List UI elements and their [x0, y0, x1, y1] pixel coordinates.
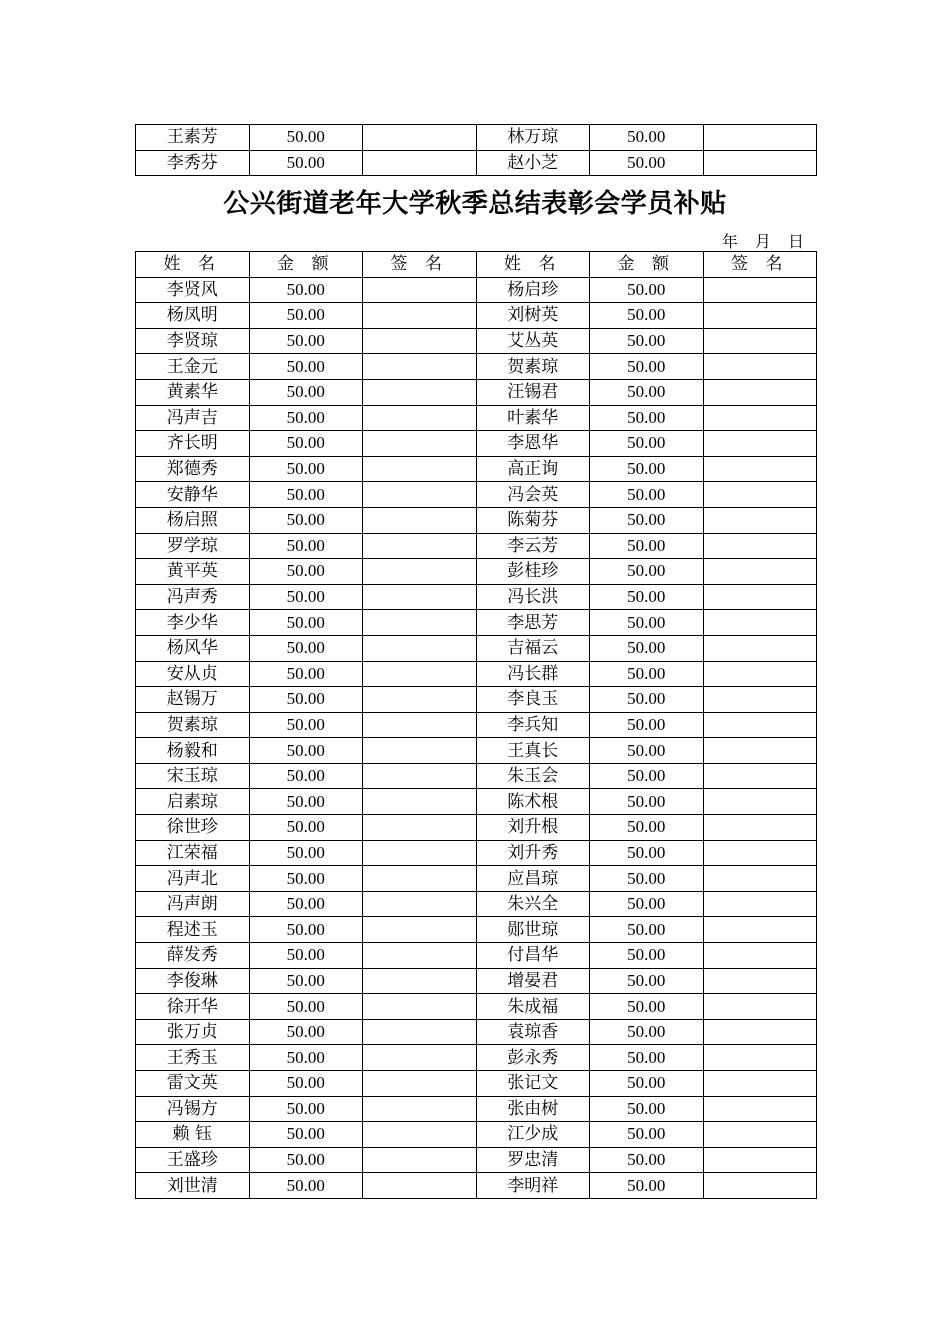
amount-cell: 50.00 — [590, 1045, 704, 1071]
signature-cell[interactable] — [363, 866, 477, 892]
amount-cell: 50.00 — [249, 328, 363, 354]
table-row — [136, 379, 817, 405]
table-row — [136, 866, 817, 892]
name-cell: 赖 钰 — [136, 1122, 250, 1148]
signature-cell[interactable] — [703, 482, 817, 508]
name-cell: 杨毅和 — [136, 738, 250, 764]
amount-cell: 50.00 — [249, 687, 363, 713]
signature-cell[interactable] — [363, 1147, 477, 1173]
name-cell: 江荣福 — [136, 840, 250, 866]
name-cell: 冯声秀 — [136, 584, 250, 610]
signature-cell[interactable] — [703, 1019, 817, 1045]
amount-cell: 50.00 — [590, 405, 704, 431]
table-row — [136, 1147, 817, 1173]
amount-cell: 50.00 — [590, 482, 704, 508]
amount-cell: 50.00 — [249, 507, 363, 533]
amount-cell: 50.00 — [249, 125, 363, 151]
table-row — [136, 712, 817, 738]
signature-cell[interactable] — [703, 1147, 817, 1173]
header-amount-1: 金 额 — [249, 252, 363, 278]
name-cell: 黄素华 — [136, 379, 250, 405]
signature-cell[interactable] — [703, 866, 817, 892]
signature-cell[interactable] — [703, 610, 817, 636]
table-row — [136, 635, 817, 661]
amount-cell: 50.00 — [590, 866, 704, 892]
signature-cell[interactable] — [703, 354, 817, 380]
table-row — [136, 456, 817, 482]
signature-cell[interactable] — [703, 1173, 817, 1199]
signature-cell[interactable] — [703, 125, 817, 151]
table-row — [136, 968, 817, 994]
name-cell: 安从贞 — [136, 661, 250, 687]
table-row — [136, 610, 817, 636]
amount-cell: 50.00 — [590, 584, 704, 610]
table-row — [136, 354, 817, 380]
amount-cell: 50.00 — [249, 482, 363, 508]
signature-cell[interactable] — [363, 354, 477, 380]
amount-cell: 50.00 — [249, 405, 363, 431]
signature-cell[interactable] — [703, 763, 817, 789]
name-cell: 赵锡万 — [136, 687, 250, 713]
table-header-row — [136, 252, 817, 278]
name-cell: 叶素华 — [476, 405, 590, 431]
table-row — [136, 303, 817, 329]
name-cell: 冯声吉 — [136, 405, 250, 431]
amount-cell: 50.00 — [590, 635, 704, 661]
header-amount-2: 金 额 — [590, 252, 704, 278]
amount-cell: 50.00 — [590, 661, 704, 687]
signature-cell[interactable] — [363, 943, 477, 969]
signature-cell[interactable] — [703, 891, 817, 917]
signature-cell[interactable] — [363, 763, 477, 789]
table-row — [136, 1019, 817, 1045]
amount-cell: 50.00 — [249, 303, 363, 329]
amount-cell: 50.00 — [590, 379, 704, 405]
signature-cell[interactable] — [363, 610, 477, 636]
signature-cell[interactable] — [363, 712, 477, 738]
signature-cell[interactable] — [363, 661, 477, 687]
signature-cell[interactable] — [363, 789, 477, 815]
name-cell: 王真长 — [476, 738, 590, 764]
table-row — [136, 763, 817, 789]
signature-cell[interactable] — [703, 1122, 817, 1148]
table-row — [136, 661, 817, 687]
amount-cell: 50.00 — [249, 994, 363, 1020]
name-cell: 启素琼 — [136, 789, 250, 815]
name-cell: 刘世清 — [136, 1173, 250, 1199]
signature-cell[interactable] — [703, 456, 817, 482]
name-cell: 刘升秀 — [476, 840, 590, 866]
signature-cell[interactable] — [363, 125, 477, 151]
amount-cell: 50.00 — [590, 789, 704, 815]
signature-cell[interactable] — [363, 994, 477, 1020]
amount-cell: 50.00 — [590, 1147, 704, 1173]
amount-cell: 50.00 — [249, 354, 363, 380]
amount-cell: 50.00 — [590, 559, 704, 585]
table-row — [136, 1045, 817, 1071]
signature-cell[interactable] — [703, 303, 817, 329]
name-cell: 李思芳 — [476, 610, 590, 636]
signature-cell[interactable] — [363, 1122, 477, 1148]
name-cell: 杨风华 — [136, 635, 250, 661]
signature-cell[interactable] — [703, 712, 817, 738]
name-cell: 艾丛英 — [476, 328, 590, 354]
table-row — [136, 1122, 817, 1148]
name-cell: 贺素琼 — [136, 712, 250, 738]
signature-cell[interactable] — [363, 559, 477, 585]
amount-cell: 50.00 — [590, 738, 704, 764]
name-cell: 付昌华 — [476, 943, 590, 969]
signature-cell[interactable] — [363, 1019, 477, 1045]
amount-cell: 50.00 — [249, 866, 363, 892]
name-cell: 张记文 — [476, 1071, 590, 1097]
header-name-1: 姓 名 — [136, 252, 250, 278]
amount-cell: 50.00 — [249, 379, 363, 405]
table-row — [136, 584, 817, 610]
amount-cell: 50.00 — [249, 712, 363, 738]
top-continuation-table — [135, 124, 817, 176]
name-cell: 林万琼 — [476, 125, 590, 151]
name-cell: 王秀玉 — [136, 1045, 250, 1071]
table-row — [136, 1096, 817, 1122]
table-row — [136, 405, 817, 431]
amount-cell: 50.00 — [249, 968, 363, 994]
name-cell: 彭永秀 — [476, 1045, 590, 1071]
signature-cell[interactable] — [703, 661, 817, 687]
name-cell: 程述玉 — [136, 917, 250, 943]
signature-cell[interactable] — [703, 1045, 817, 1071]
name-cell: 杨启照 — [136, 507, 250, 533]
table-row — [136, 150, 817, 176]
signature-cell[interactable] — [703, 559, 817, 585]
signature-cell[interactable] — [363, 328, 477, 354]
signature-cell[interactable] — [363, 968, 477, 994]
signature-cell[interactable] — [703, 533, 817, 559]
name-cell: 罗忠清 — [476, 1147, 590, 1173]
header-signature-2: 签 名 — [703, 252, 817, 278]
signature-cell[interactable] — [703, 328, 817, 354]
amount-cell: 50.00 — [249, 763, 363, 789]
subsidy-table — [135, 251, 817, 1199]
table-row — [136, 1173, 817, 1199]
table-row — [136, 277, 817, 303]
amount-cell: 50.00 — [249, 533, 363, 559]
name-cell: 王盛珍 — [136, 1147, 250, 1173]
name-cell: 李良玉 — [476, 687, 590, 713]
header-signature-1: 签 名 — [363, 252, 477, 278]
name-cell: 冯长群 — [476, 661, 590, 687]
signature-cell[interactable] — [703, 789, 817, 815]
amount-cell: 50.00 — [590, 1071, 704, 1097]
signature-cell[interactable] — [703, 815, 817, 841]
amount-cell: 50.00 — [590, 456, 704, 482]
name-cell: 雷文英 — [136, 1071, 250, 1097]
amount-cell: 50.00 — [249, 431, 363, 457]
signature-cell[interactable] — [703, 687, 817, 713]
signature-cell[interactable] — [363, 507, 477, 533]
signature-cell[interactable] — [363, 815, 477, 841]
table-row — [136, 328, 817, 354]
amount-cell: 50.00 — [590, 354, 704, 380]
name-cell: 冯长洪 — [476, 584, 590, 610]
signature-cell[interactable] — [363, 533, 477, 559]
signature-cell[interactable] — [703, 379, 817, 405]
name-cell: 刘升根 — [476, 815, 590, 841]
date-line: 年 月 日 — [721, 232, 810, 251]
signature-cell[interactable] — [363, 303, 477, 329]
signature-cell[interactable] — [703, 840, 817, 866]
name-cell: 王金元 — [136, 354, 250, 380]
table-row — [136, 533, 817, 559]
amount-cell: 50.00 — [590, 840, 704, 866]
signature-cell[interactable] — [363, 584, 477, 610]
amount-cell: 50.00 — [249, 1173, 363, 1199]
signature-cell[interactable] — [703, 431, 817, 457]
name-cell: 冯声北 — [136, 866, 250, 892]
signature-cell[interactable] — [703, 277, 817, 303]
signature-cell[interactable] — [363, 456, 477, 482]
amount-cell: 50.00 — [590, 150, 704, 176]
name-cell: 郧世琼 — [476, 917, 590, 943]
table-row — [136, 507, 817, 533]
amount-cell: 50.00 — [249, 1019, 363, 1045]
table-row — [136, 815, 817, 841]
signature-cell[interactable] — [363, 1173, 477, 1199]
signature-cell[interactable] — [363, 635, 477, 661]
amount-cell: 50.00 — [590, 610, 704, 636]
name-cell: 李贤琼 — [136, 328, 250, 354]
name-cell: 朱兴全 — [476, 891, 590, 917]
amount-cell: 50.00 — [249, 1045, 363, 1071]
signature-cell[interactable] — [363, 405, 477, 431]
table-row — [136, 943, 817, 969]
table-row — [136, 687, 817, 713]
signature-cell[interactable] — [363, 482, 477, 508]
name-cell: 安静华 — [136, 482, 250, 508]
signature-cell[interactable] — [703, 917, 817, 943]
table-row — [136, 482, 817, 508]
name-cell: 徐开华 — [136, 994, 250, 1020]
amount-cell: 50.00 — [590, 687, 704, 713]
amount-cell: 50.00 — [249, 456, 363, 482]
name-cell: 李明祥 — [476, 1173, 590, 1199]
signature-cell[interactable] — [363, 431, 477, 457]
amount-cell: 50.00 — [590, 1096, 704, 1122]
amount-cell: 50.00 — [590, 431, 704, 457]
signature-cell[interactable] — [703, 1071, 817, 1097]
amount-cell: 50.00 — [590, 125, 704, 151]
signature-cell[interactable] — [703, 507, 817, 533]
signature-cell[interactable] — [363, 891, 477, 917]
name-cell: 冯会英 — [476, 482, 590, 508]
signature-cell[interactable] — [363, 840, 477, 866]
signature-cell[interactable] — [703, 1096, 817, 1122]
amount-cell: 50.00 — [590, 533, 704, 559]
amount-cell: 50.00 — [249, 1071, 363, 1097]
signature-cell[interactable] — [703, 150, 817, 176]
name-cell: 赵小芝 — [476, 150, 590, 176]
table-row — [136, 738, 817, 764]
name-cell: 黄平英 — [136, 559, 250, 585]
amount-cell: 50.00 — [590, 943, 704, 969]
amount-cell: 50.00 — [590, 891, 704, 917]
amount-cell: 50.00 — [249, 635, 363, 661]
amount-cell: 50.00 — [590, 815, 704, 841]
name-cell: 李贤风 — [136, 277, 250, 303]
table-row — [136, 125, 817, 151]
amount-cell: 50.00 — [590, 712, 704, 738]
name-cell: 李秀芬 — [136, 150, 250, 176]
name-cell: 薛发秀 — [136, 943, 250, 969]
table-row — [136, 559, 817, 585]
table-row — [136, 994, 817, 1020]
signature-cell[interactable] — [703, 943, 817, 969]
amount-cell: 50.00 — [249, 815, 363, 841]
amount-cell: 50.00 — [249, 610, 363, 636]
table-row — [136, 891, 817, 917]
signature-cell[interactable] — [703, 635, 817, 661]
amount-cell: 50.00 — [249, 738, 363, 764]
amount-cell: 50.00 — [249, 1122, 363, 1148]
amount-cell: 50.00 — [249, 1147, 363, 1173]
amount-cell: 50.00 — [249, 661, 363, 687]
name-cell: 李云芳 — [476, 533, 590, 559]
amount-cell: 50.00 — [590, 277, 704, 303]
amount-cell: 50.00 — [590, 917, 704, 943]
signature-cell[interactable] — [363, 379, 477, 405]
amount-cell: 50.00 — [249, 1096, 363, 1122]
amount-cell: 50.00 — [249, 789, 363, 815]
amount-cell: 50.00 — [590, 763, 704, 789]
name-cell: 李恩华 — [476, 431, 590, 457]
name-cell: 张万贞 — [136, 1019, 250, 1045]
name-cell: 李兵知 — [476, 712, 590, 738]
name-cell: 刘树英 — [476, 303, 590, 329]
amount-cell: 50.00 — [590, 507, 704, 533]
name-cell: 朱玉会 — [476, 763, 590, 789]
amount-cell: 50.00 — [249, 150, 363, 176]
name-cell: 罗学琼 — [136, 533, 250, 559]
name-cell: 应昌琼 — [476, 866, 590, 892]
signature-cell[interactable] — [363, 1071, 477, 1097]
name-cell: 杨凤明 — [136, 303, 250, 329]
signature-cell[interactable] — [703, 738, 817, 764]
name-cell: 李俊琳 — [136, 968, 250, 994]
amount-cell: 50.00 — [590, 303, 704, 329]
name-cell: 袁琼香 — [476, 1019, 590, 1045]
name-cell: 陈菊芬 — [476, 507, 590, 533]
name-cell: 陈术根 — [476, 789, 590, 815]
signature-cell[interactable] — [363, 917, 477, 943]
name-cell: 吉福云 — [476, 635, 590, 661]
name-cell: 徐世珍 — [136, 815, 250, 841]
name-cell: 李少华 — [136, 610, 250, 636]
name-cell: 冯锡方 — [136, 1096, 250, 1122]
amount-cell: 50.00 — [590, 994, 704, 1020]
amount-cell: 50.00 — [249, 277, 363, 303]
table-row — [136, 1071, 817, 1097]
signature-cell[interactable] — [363, 1096, 477, 1122]
amount-cell: 50.00 — [590, 1122, 704, 1148]
name-cell: 杨启珍 — [476, 277, 590, 303]
amount-cell: 50.00 — [249, 559, 363, 585]
name-cell: 江少成 — [476, 1122, 590, 1148]
amount-cell: 50.00 — [249, 891, 363, 917]
name-cell: 冯声朗 — [136, 891, 250, 917]
name-cell: 朱成福 — [476, 994, 590, 1020]
table-row — [136, 917, 817, 943]
signature-cell[interactable] — [703, 584, 817, 610]
signature-cell[interactable] — [703, 994, 817, 1020]
table-row — [136, 789, 817, 815]
name-cell: 高正询 — [476, 456, 590, 482]
signature-cell[interactable] — [363, 277, 477, 303]
signature-cell[interactable] — [363, 687, 477, 713]
name-cell: 张由树 — [476, 1096, 590, 1122]
header-name-2: 姓 名 — [476, 252, 590, 278]
table-row — [136, 840, 817, 866]
table-row — [136, 431, 817, 457]
amount-cell: 50.00 — [249, 917, 363, 943]
amount-cell: 50.00 — [590, 1019, 704, 1045]
name-cell: 贺素琼 — [476, 354, 590, 380]
signature-cell[interactable] — [363, 738, 477, 764]
signature-cell[interactable] — [703, 968, 817, 994]
page-title: 公兴街道老年大学秋季总结表彰会学员补贴 — [223, 189, 727, 219]
name-cell: 王素芳 — [136, 125, 250, 151]
name-cell: 汪锡君 — [476, 379, 590, 405]
amount-cell: 50.00 — [590, 968, 704, 994]
name-cell: 宋玉琼 — [136, 763, 250, 789]
amount-cell: 50.00 — [249, 584, 363, 610]
signature-cell[interactable] — [363, 1045, 477, 1071]
name-cell: 彭桂珍 — [476, 559, 590, 585]
amount-cell: 50.00 — [590, 328, 704, 354]
amount-cell: 50.00 — [249, 943, 363, 969]
amount-cell: 50.00 — [590, 1173, 704, 1199]
amount-cell: 50.00 — [249, 840, 363, 866]
signature-cell[interactable] — [703, 405, 817, 431]
name-cell: 郑德秀 — [136, 456, 250, 482]
name-cell: 齐长明 — [136, 431, 250, 457]
signature-cell[interactable] — [363, 150, 477, 176]
name-cell: 增晏君 — [476, 968, 590, 994]
